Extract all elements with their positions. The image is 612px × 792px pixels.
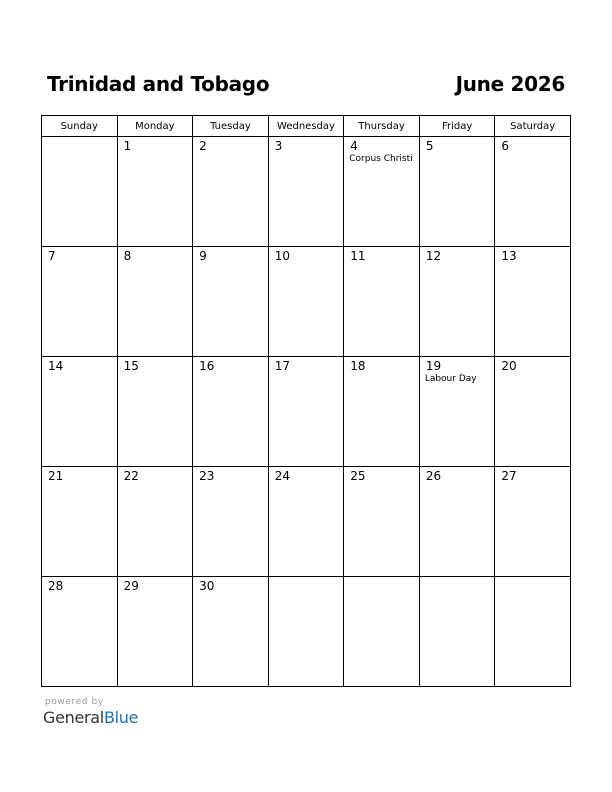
holiday-label	[42, 263, 117, 264]
holiday-label	[420, 483, 495, 484]
day-cell	[117, 247, 193, 357]
day-cell	[419, 357, 495, 467]
day-cell	[495, 247, 571, 357]
holiday-label	[193, 593, 268, 594]
day-cell	[193, 467, 269, 577]
day-number: 29	[123, 579, 139, 593]
holiday-label	[42, 593, 117, 594]
day-number	[42, 137, 117, 153]
holiday-label	[118, 153, 193, 154]
weekday-header-friday: Friday	[419, 116, 495, 137]
holiday-label	[269, 483, 344, 484]
holiday-label	[269, 373, 344, 374]
holiday-label	[344, 483, 419, 484]
weekday-header-tuesday: Tuesday	[193, 116, 269, 137]
day-cell	[495, 467, 571, 577]
day-number: 19	[425, 359, 442, 373]
holiday-label	[118, 373, 193, 374]
weekday-header-sunday: Sunday	[42, 116, 118, 137]
holiday-label	[420, 153, 495, 154]
weekday-header-thursday: Thursday	[344, 116, 420, 137]
day-number: 22	[123, 469, 139, 483]
footer	[43, 697, 138, 728]
day-number: 17	[274, 359, 290, 373]
day-cell	[344, 247, 420, 357]
holiday-label	[495, 593, 570, 594]
holiday-label: Labour Day	[424, 374, 477, 384]
holiday-label	[344, 593, 419, 594]
day-number: 9	[199, 249, 207, 263]
day-number: 3	[274, 139, 283, 153]
day-cell	[42, 137, 118, 247]
calendar-grid	[41, 115, 571, 687]
country-title: Trinidad and Tobago	[47, 72, 270, 96]
day-cell	[193, 137, 269, 247]
day-number: 4	[350, 139, 358, 153]
day-cell	[268, 577, 344, 687]
holiday-label	[344, 263, 419, 264]
day-number: 5	[425, 139, 434, 153]
holiday-label	[269, 593, 344, 594]
holiday-label	[420, 593, 495, 594]
day-number: 14	[48, 359, 64, 373]
day-cell	[495, 137, 571, 247]
holiday-label	[193, 373, 268, 374]
day-cell	[344, 467, 420, 577]
day-number	[269, 577, 344, 593]
day-cell	[42, 247, 118, 357]
day-number: 15	[123, 359, 139, 373]
holiday-label	[118, 483, 193, 484]
holiday-label	[118, 263, 193, 264]
weekday-header-wednesday: Wednesday	[268, 116, 344, 137]
day-cell	[193, 577, 269, 687]
holiday-label	[495, 153, 570, 154]
day-number: 30	[199, 579, 215, 593]
day-cell	[117, 577, 193, 687]
holiday-label	[118, 593, 193, 594]
day-number: 13	[501, 249, 517, 263]
day-number	[420, 577, 495, 593]
brand-blue-text: Blue	[103, 708, 139, 727]
holiday-label: Corpus Christi	[349, 154, 413, 164]
holiday-label	[420, 263, 495, 264]
day-cell	[268, 467, 344, 577]
day-cell	[495, 577, 571, 687]
holiday-label	[344, 373, 419, 374]
day-cell	[419, 467, 495, 577]
day-cell	[268, 357, 344, 467]
day-cell	[268, 137, 344, 247]
day-number: 16	[199, 359, 215, 373]
holiday-label	[42, 373, 117, 374]
day-number: 21	[48, 469, 64, 483]
holiday-label	[495, 263, 570, 264]
holiday-label	[269, 153, 344, 154]
day-cell	[344, 357, 420, 467]
holiday-label	[42, 153, 117, 154]
day-cell	[495, 357, 571, 467]
day-cell	[42, 357, 118, 467]
week-row	[42, 247, 571, 357]
weekday-header-monday: Monday	[117, 116, 193, 137]
day-number: 20	[501, 359, 517, 373]
holiday-label	[193, 263, 268, 264]
holiday-label	[42, 483, 117, 484]
day-number: 23	[199, 469, 215, 483]
day-cell	[117, 467, 193, 577]
generalblue-logo[interactable]	[43, 708, 138, 728]
day-cell	[268, 247, 344, 357]
weekday-header-row	[42, 116, 571, 137]
weekday-header-saturday: Saturday	[495, 116, 571, 137]
week-row	[42, 467, 571, 577]
week-row	[42, 137, 571, 247]
day-number: 10	[274, 249, 290, 263]
powered-by-text: powered by	[45, 697, 104, 707]
day-number: 12	[425, 249, 442, 263]
day-number	[495, 577, 570, 593]
day-cell	[117, 137, 193, 247]
day-number: 11	[350, 249, 366, 263]
day-cell	[344, 577, 420, 687]
day-number: 26	[425, 469, 442, 483]
day-cell	[419, 137, 495, 247]
week-row	[42, 357, 571, 467]
day-cell	[344, 137, 420, 247]
day-number: 6	[501, 139, 510, 153]
holiday-label	[193, 483, 268, 484]
day-cell	[42, 467, 118, 577]
day-number: 8	[123, 249, 132, 263]
day-cell	[42, 577, 118, 687]
week-row	[42, 577, 571, 687]
holiday-label	[495, 483, 570, 484]
holiday-label	[495, 373, 570, 374]
day-number: 2	[199, 139, 207, 153]
day-number: 24	[274, 469, 290, 483]
brand-general-text: General	[43, 708, 104, 727]
day-cell	[193, 247, 269, 357]
day-cell	[193, 357, 269, 467]
day-cell	[117, 357, 193, 467]
day-number: 18	[350, 359, 366, 373]
day-cell	[419, 247, 495, 357]
holiday-label	[193, 153, 268, 154]
day-number: 7	[48, 249, 56, 263]
day-cell	[419, 577, 495, 687]
day-number	[344, 577, 419, 593]
day-number: 1	[123, 139, 132, 153]
day-number: 25	[350, 469, 366, 483]
holiday-label	[269, 263, 344, 264]
day-number: 28	[48, 579, 64, 593]
month-year-title: June 2026	[455, 72, 565, 96]
day-number: 27	[501, 469, 517, 483]
